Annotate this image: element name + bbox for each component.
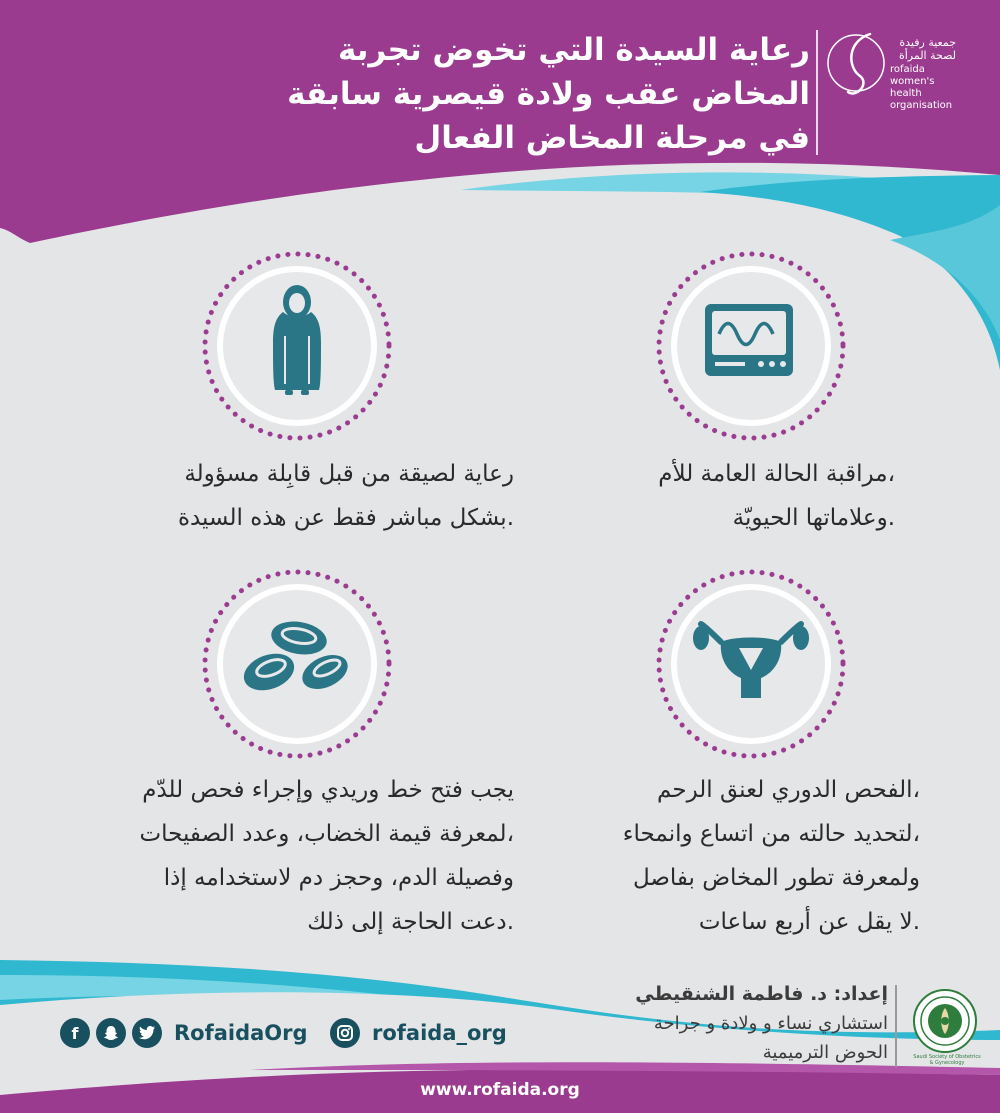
author-title-line: استشاري نساء و ولادة و جراحة <box>653 1013 888 1034</box>
item-line: لا يقل عن أربع ساعات. <box>698 909 920 935</box>
page-title <box>250 28 810 160</box>
item-line: بشكل مباشر فقط عن هذه السيدة. <box>177 505 514 531</box>
item-line: دعت الحاجة إلى ذلك. <box>307 909 514 935</box>
instagram-icon[interactable] <box>330 1018 360 1048</box>
item-text-midwife-care <box>178 452 514 540</box>
item-line: وفصيلة الدم، وحجز دم لاستخدامه إذا <box>163 865 514 891</box>
society-seal-icon <box>912 988 978 1054</box>
website-link[interactable]: www.rofaida.org <box>420 1080 580 1100</box>
instagram-handle[interactable]: rofaida_org <box>372 1021 507 1045</box>
item-text-cervix-exam <box>623 768 920 944</box>
item-line: يجب فتح خط وريدي وإجراء فحص للدّم <box>142 777 514 803</box>
item-line: الفحص الدوري لعنق الرحم، <box>657 777 920 803</box>
item-text-monitoring <box>658 452 895 540</box>
twitter-icon[interactable] <box>132 1018 162 1048</box>
item-text-blood-test <box>139 768 514 944</box>
author-title-line: الحوض الترميمية <box>762 1042 888 1063</box>
item-line: رعاية لصيقة من قبل قابِلة مسؤولة <box>184 461 514 487</box>
item-line: وعلاماتها الحيويّة. <box>732 505 895 531</box>
midwife-circle <box>199 248 395 444</box>
vital-signs-monitor-icon <box>705 304 793 376</box>
logo-en-line: rofaida women's <box>890 64 935 87</box>
author-block <box>635 980 888 1067</box>
title-line: في مرحلة المخاض الفعال <box>414 120 810 156</box>
seal-caption: Saudi Society of Obstetrics & Gynecology <box>913 1054 981 1066</box>
item-line: لتحديد حالته من اتساع وانمحاء، <box>622 821 920 847</box>
item-line: مراقبة الحالة العامة للأم، <box>658 461 895 487</box>
blood-cells-circle <box>199 566 395 762</box>
logo-ar-line: لصحة المرأة <box>898 49 956 62</box>
facebook-icon[interactable]: f <box>60 1018 90 1048</box>
logo-en-line: health organisation <box>890 88 953 111</box>
item-line: ولمعرفة تطور المخاض بفاصل <box>632 865 920 891</box>
logo-text-arabic <box>890 36 956 62</box>
logo-text-english <box>890 64 970 112</box>
instagram-handle-group[interactable] <box>330 1016 507 1050</box>
item-line: لمعرفة قيمة الخضاب، وعدد الصفيحات، <box>139 821 514 847</box>
author-divider <box>895 985 897 1067</box>
snapchat-icon[interactable] <box>96 1018 126 1048</box>
social-handle[interactable]: RofaidaOrg <box>174 1021 308 1045</box>
header-divider <box>816 30 818 155</box>
social-handle-group[interactable] <box>60 1016 308 1050</box>
title-line: المخاض عقب ولادة قيصرية سابقة <box>287 76 810 112</box>
author-name: إعداد: د. فاطمة الشنقيطي <box>635 983 888 1005</box>
title-line: رعاية السيدة التي تخوض تجربة <box>337 32 810 68</box>
logo-ar-line: جمعية رفيدة <box>899 36 956 49</box>
monitor-circle <box>653 248 849 444</box>
uterus-circle <box>653 566 849 762</box>
